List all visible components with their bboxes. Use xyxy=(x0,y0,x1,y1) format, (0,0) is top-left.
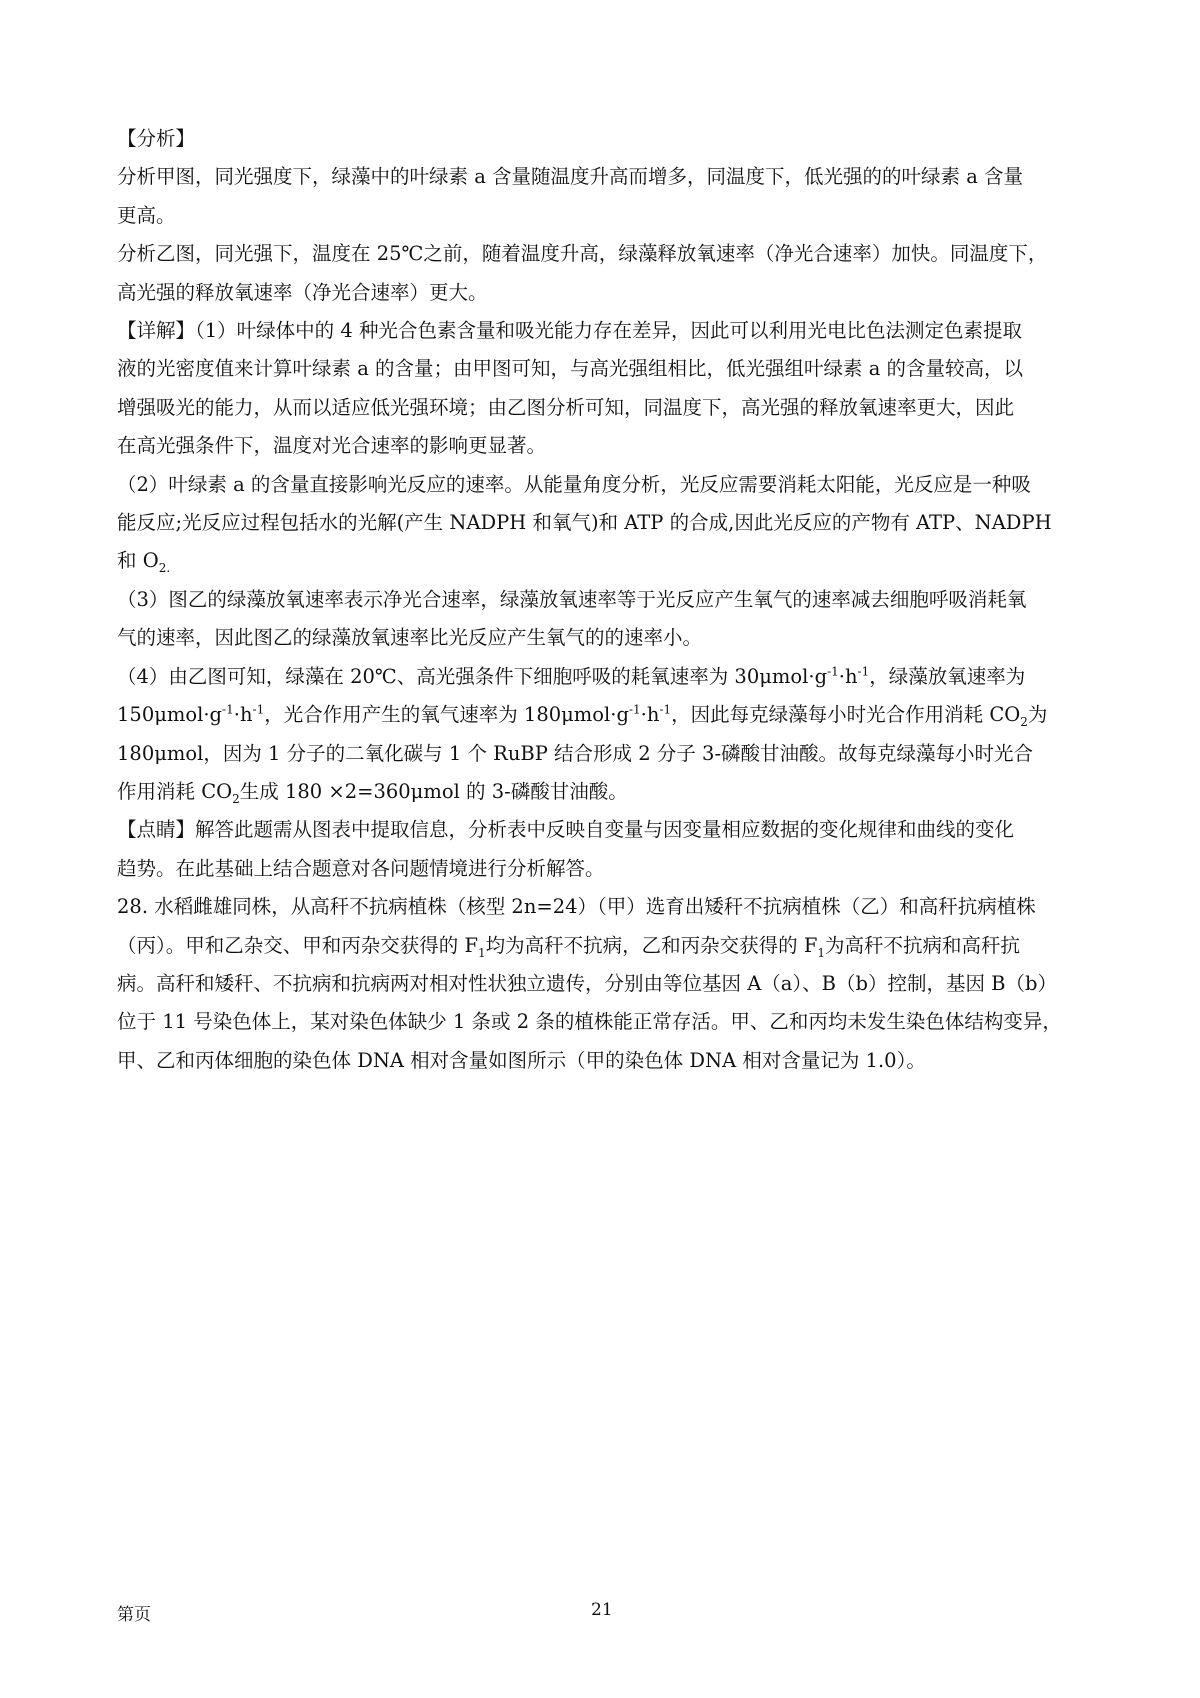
detail-p2-line-1: （2）叶绿素 a 的含量直接影响光反应的速率。从能量角度分析，光反应需要消耗太阳能，光反应是一种吸 xyxy=(117,472,1031,496)
detail-p4-text-2e: ，因此每克绿藻每小时光合作用消耗 CO xyxy=(671,703,1021,727)
detail-p4-line-4 xyxy=(117,773,1097,811)
detail-p2-line-3 xyxy=(117,542,1097,580)
question-28-line-4: 位于 11 号染色体上，某对染色体缺少 1 条或 2 条的植株能正常存活。甲、乙和丙均未发生染色体结构变异， xyxy=(117,1010,1062,1034)
detail-p1-line-3: 增强吸光的能力，从而以适应低光强环境；由乙图分析可知，同温度下，高光强的释放氧速率更大，因此 xyxy=(117,395,1015,419)
detail-p4-text-1a: （4）由乙图可知，绿藻在 20℃、高光强条件下细胞呼吸的耗氧速率为 30μmol·g xyxy=(117,664,828,688)
f1-subscript: 1 xyxy=(817,945,825,960)
question-28-line-5: 甲、乙和丙体细胞的染色体 DNA 相对含量如图所示（甲的染色体 DNA 相对含量记为 1.0）。 xyxy=(117,1048,926,1072)
footer-page-number: 21 xyxy=(591,1600,613,1620)
detail-p1-line-2: 液的光密度值来计算叶绿素 a 的含量；由甲图可知，与高光强组相比，低光强组叶绿素 a 的含量较高，以 xyxy=(117,357,1024,381)
detail-p4-line-3: 180μmol，因为 1 分子的二氧化碳与 1 个 RuBP 结合形成 2 分子 3-磷酸甘油酸。故每克绿藻每小时光合 xyxy=(117,741,1034,765)
detail-p4-text-2a: 150μmol·g xyxy=(117,703,223,727)
detail-section xyxy=(117,312,1097,811)
comment-line-1 xyxy=(117,811,1097,849)
question-28-line-3: 病。高秆和矮秆、不抗病和抗病两对相对性状独立遗传，分别由等位基因 A（a）、B（b）控制，基因 B（b） xyxy=(117,971,1057,995)
detail-p1-text-1: （1）叶绿体中的 4 种光合色素含量和吸光能力存在差异，因此可以利用光电比色法测定色素提取 xyxy=(195,319,1022,343)
unit-exponent: -1 xyxy=(659,702,672,717)
co2-subscript: 2 xyxy=(232,791,240,806)
detail-p4-line-1 xyxy=(117,658,1097,696)
detail-p1-line-4: 在高光强条件下，温度对光合速率的影响更显著。 xyxy=(117,434,547,458)
detail-p4-text-4b: 生成 180 ×2=360μmol 的 3-磷酸甘油酸。 xyxy=(239,779,628,803)
question-28 xyxy=(117,888,1097,1080)
detail-p2-line-2: 能反应;光反应过程包括水的光解(产生 NADPH 和氧气)和 ATP 的合成,因此光反应的产物有 ATP、NADPH xyxy=(117,511,1052,535)
unit-exponent: -1 xyxy=(252,702,265,717)
question-28-line-2 xyxy=(117,927,1097,965)
detail-p4-text-2b: ·h xyxy=(233,703,253,727)
detail-p4-line-2 xyxy=(117,696,1097,734)
analysis-yi-line-1: 分析乙图，同光强下，温度在 25℃之前，随着温度升高，绿藻释放氧速率（净光合速率）加快。同温度下， xyxy=(117,242,1048,266)
detail-p1-line-1 xyxy=(117,312,1097,350)
f1-subscript: 1 xyxy=(477,945,486,960)
comment-heading: 【点睛】 xyxy=(117,818,196,842)
question-28-line-1: 28. 水稻雌雄同株，从高秆不抗病植株（核型 2n=24）（甲）选育出矮秆不抗病植株（乙）和高秆抗病植株 xyxy=(117,895,1036,919)
question-28-text-2c: 为高秆不抗病和高秆抗 xyxy=(825,933,1021,957)
question-28-text-2a: （丙）。甲和乙杂交、甲和丙杂交获得的 F xyxy=(117,933,478,957)
detail-p4-text-2f: 为 xyxy=(1027,703,1048,727)
detail-p3-line-2: 气的速率，因此图乙的绿藻放氧速率比光反应产生氧气的的速率小。 xyxy=(117,626,703,650)
footer-page-label: 第页 xyxy=(117,1605,151,1625)
detail-p4-text-1b: ·h xyxy=(838,664,858,688)
question-28-text-2b: 均为高秆不抗病，乙和丙杂交获得的 F xyxy=(485,933,818,957)
detail-p3-line-1: （3）图乙的绿藻放氧速率表示净光合速率，绿藻放氧速率等于光反应产生氧气的速率减去细胞呼吸消耗氧 xyxy=(117,587,1027,611)
co2-subscript: 2 xyxy=(1020,714,1028,729)
analysis-heading: 【分析】 xyxy=(117,127,196,150)
unit-exponent: -1 xyxy=(628,702,641,717)
detail-p2-text-3: 和 O xyxy=(117,549,159,573)
analysis-jia-line-2: 更高。 xyxy=(117,203,176,227)
comment-text-1: 解答此题需从图表中提取信息，分析表中反映自变量与因变量相应数据的变化规律和曲线的变化 xyxy=(195,818,1015,842)
detail-p4-text-2d: ·h xyxy=(640,703,660,727)
detail-p4-text-1c: ，绿藻放氧速率为 xyxy=(869,664,1026,688)
comment-line-2: 趋势。在此基础上结合题意对各问题情境进行分析解答。 xyxy=(117,856,605,880)
analysis-jia-line-1: 分析甲图，同光强度下，绿藻中的叶绿素 a 含量随温度升高而增多，同温度下，低光强的的叶绿素 a 含量 xyxy=(117,165,1024,189)
detail-p4-text-2c: ，光合作用产生的氧气速率为 180μmol·g xyxy=(264,703,629,727)
unit-exponent: -1 xyxy=(222,702,234,717)
comment-section xyxy=(117,811,1097,888)
unit-exponent: -1 xyxy=(857,664,870,679)
unit-exponent: -1 xyxy=(827,664,839,679)
analysis-yi-line-2: 高光强的释放氧速率（净光合速率）更大。 xyxy=(117,280,488,304)
o2-subscript: 2. xyxy=(158,561,171,576)
analysis-section xyxy=(117,120,1097,312)
document-body xyxy=(117,120,1097,1080)
detail-p4-text-4a: 作用消耗 CO xyxy=(117,779,233,803)
detail-heading: 【详解】 xyxy=(117,319,196,343)
